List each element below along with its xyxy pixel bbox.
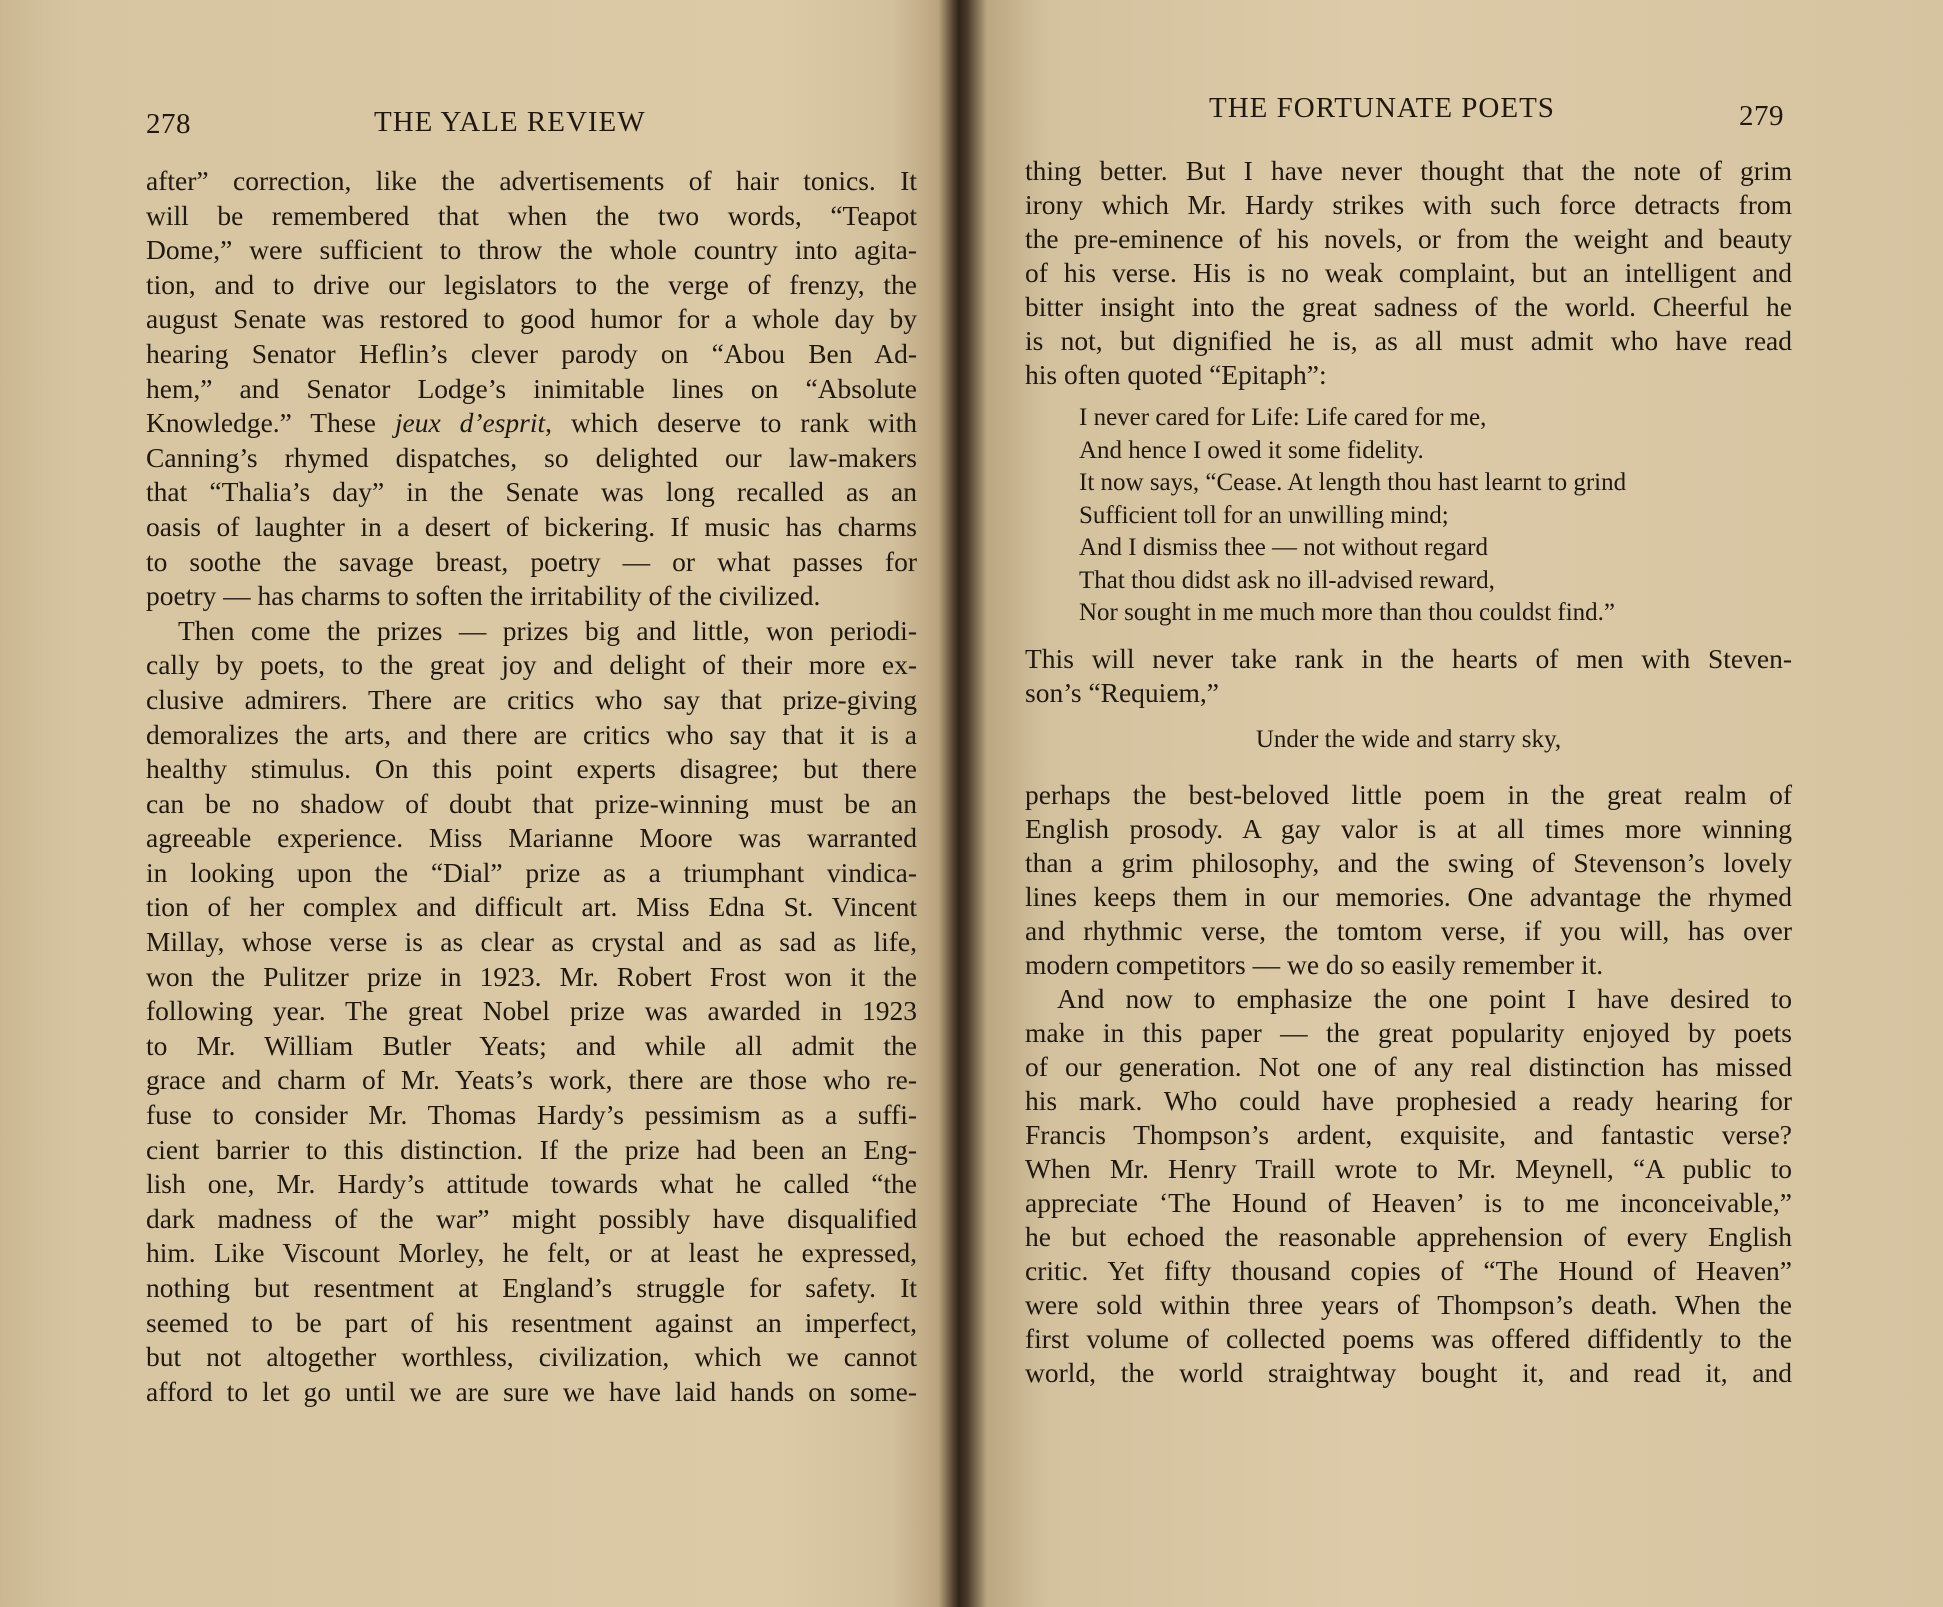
text-line: first volume of collected poems was offered diffidently to the	[1025, 1322, 1792, 1354]
text-line: lines keeps them in our memories. One advantage the rhymed	[1025, 880, 1792, 912]
text-line: tion, and to drive our legislators to the verge of frenzy, the	[146, 268, 917, 300]
text-segment: Knowledge.” These	[146, 407, 395, 439]
text-line: son’s “Requiem,”	[1025, 676, 1219, 708]
text-line: When Mr. Henry Traill wrote to Mr. Meynell, “A public to	[1025, 1152, 1792, 1184]
text-line: Millay, whose verse is as clear as crystal and as sad as life,	[146, 926, 917, 958]
text-line: but not altogether worthless, civilization, which we cannot	[146, 1341, 917, 1373]
verse-line: Sufficient toll for an unwilling mind;	[1079, 501, 1449, 529]
text-line: will be remembered that when the two words, “Teapot	[146, 199, 917, 231]
verse-line: And I dismiss thee — not without regard	[1079, 534, 1488, 561]
left-page-number: 278	[146, 108, 191, 140]
left-running-title: THE YALE REVIEW	[374, 106, 646, 138]
verse-line: It now says, “Cease. At length thou hast learnt to grind	[1079, 469, 1627, 496]
text-line: to soothe the savage breast, poetry — or what passes for	[146, 545, 917, 577]
text-line: were sold within three years of Thompson’s death. When the	[1025, 1288, 1792, 1320]
text-line: make in this paper — the great popularity enjoyed by poets	[1025, 1016, 1792, 1048]
verse-line: That thou didst ask no ill-advised reward,	[1079, 566, 1495, 594]
text-line: to Mr. William Butler Yeats; and while all admit the	[146, 1029, 917, 1061]
text-line: healthy stimulus. On this point experts disagree; but there	[146, 753, 917, 785]
right-running-head	[1025, 92, 1792, 136]
text-line: hem,” and Senator Lodge’s inimitable lines on “Absolute	[146, 372, 917, 404]
verse-line: And hence I owed it some fidelity.	[1079, 436, 1424, 464]
text-line: grace and charm of Mr. Yeats’s work, there are those who re-	[146, 1064, 917, 1096]
text-line: won the Pulitzer prize in 1923. Mr. Robert Frost won it the	[146, 960, 917, 992]
left-body-text	[146, 164, 917, 1409]
text-line: nothing but resentment at England’s struggle for safety. It	[146, 1272, 917, 1303]
epitaph-poem	[1079, 402, 1792, 630]
text-line: that “Thalia’s day” in the Senate was long recalled as an	[146, 476, 917, 508]
left-page	[146, 100, 917, 1409]
text-line: he but echoed the reasonable apprehension of every English	[1025, 1220, 1792, 1252]
verse-line: I never cared for Life: Life cared for me,	[1079, 404, 1487, 431]
text-line: English prosody. A gay valor is at all times more winning	[1025, 812, 1792, 844]
right-page	[1025, 92, 1792, 1390]
text-line-with-italic	[146, 406, 917, 441]
text-line: can be no shadow of doubt that prize-winning must be an	[146, 787, 917, 819]
text-line: agreeable experience. Miss Marianne Moore was warranted	[146, 822, 917, 854]
text-line: in looking upon the “Dial” prize as a triumphant vindica-	[146, 856, 917, 888]
text-line: tion of her complex and difficult art. Miss Edna St. Vincent	[146, 891, 917, 923]
text-line: his mark. Who could have prophesied a ready hearing for	[1025, 1084, 1792, 1116]
text-line: cient barrier to this distinction. If the prize had been an Eng-	[146, 1133, 917, 1165]
text-line: Dome,” were sufficient to throw the whole country into agita-	[146, 234, 917, 266]
text-line: dark madness of the war” might possibly have disqualified	[146, 1202, 917, 1234]
paragraph-first-line: And now to emphasize the one point I have desired to	[1057, 982, 1792, 1014]
text-line: afford to let go until we are sure we have laid hands on some-	[146, 1375, 917, 1407]
text-line: him. Like Viscount Morley, he felt, or at least he expressed,	[146, 1237, 917, 1269]
text-line: cally by poets, to the great joy and delight of their more ex-	[146, 649, 917, 681]
right-running-title: THE FORTUNATE POETS	[1209, 92, 1555, 124]
text-line: of our generation. Not one of any real distinction has missed	[1025, 1050, 1792, 1082]
text-line: of his verse. His is no weak complaint, but an intelligent and	[1025, 257, 1792, 288]
text-line: Canning’s rhymed dispatches, so delighted our law-makers	[146, 441, 917, 473]
text-line: irony which Mr. Hardy strikes with such force detracts from	[1025, 189, 1792, 220]
text-line: Francis Thompson’s ardent, exquisite, and fantastic verse?	[1025, 1118, 1792, 1150]
left-running-head	[146, 100, 917, 144]
right-body-text	[1025, 154, 1792, 1390]
right-page-number: 279	[1739, 100, 1784, 132]
text-line: august Senate was restored to good humor for a whole day by	[146, 303, 917, 335]
text-line: the pre-eminence of his novels, or from the weight and beauty	[1025, 223, 1792, 254]
paragraph-first-line: Then come the prizes — prizes big and little, won periodi-	[178, 614, 917, 646]
text-line: modern competitors — we do so easily remember it.	[1025, 948, 1604, 980]
italic-phrase: jeux d’esprit	[394, 407, 546, 439]
text-line: oasis of laughter in a desert of bickering. If music has charms	[146, 510, 917, 542]
text-line: seemed to be part of his resentment against an imperfect,	[146, 1306, 917, 1338]
text-line: perhaps the best-beloved little poem in the great realm of	[1025, 778, 1792, 810]
text-line: after” correction, like the advertisements of hair tonics. It	[146, 165, 917, 196]
text-line: clusive admirers. There are critics who say that prize-giving	[146, 683, 917, 715]
text-line: his often quoted “Epitaph”:	[1025, 359, 1327, 390]
text-line: thing better. But I have never thought that the note of grim	[1025, 155, 1792, 186]
text-line: is not, but dignified he is, as all must admit who have read	[1025, 325, 1792, 356]
text-segment: , which deserve to rank with	[545, 407, 917, 439]
text-line: following year. The great Nobel prize was awarded in 1923	[146, 995, 917, 1027]
requiem-quote: Under the wide and starry sky,	[1255, 725, 1562, 753]
text-line: This will never take rank in the hearts of men with Steven-	[1025, 642, 1792, 674]
text-line: fuse to consider Mr. Thomas Hardy’s pessimism as a suffi-	[146, 1099, 917, 1131]
text-line: bitter insight into the great sadness of the world. Cheerful he	[1025, 291, 1792, 322]
text-line: lish one, Mr. Hardy’s attitude towards what he called “the	[146, 1168, 917, 1200]
text-line: critic. Yet fifty thousand copies of “The Hound of Heaven”	[1025, 1254, 1792, 1286]
text-line: world, the world straightway bought it, and read it, and	[1025, 1356, 1792, 1388]
text-line: and rhythmic verse, the tomtom verse, if you will, has over	[1025, 914, 1792, 946]
text-line: poetry — has charms to soften the irritability of the civilized.	[146, 580, 821, 612]
verse-line: Nor sought in me much more than thou couldst find.”	[1079, 599, 1616, 626]
text-line: than a grim philosophy, and the swing of Stevenson’s lovely	[1025, 846, 1792, 878]
text-line: hearing Senator Heflin’s clever parody on “Abou Ben Ad-	[146, 337, 917, 369]
text-line: appreciate ‘The Hound of Heaven’ is to me inconceivable,”	[1025, 1186, 1792, 1218]
text-line: demoralizes the arts, and there are critics who say that it is a	[146, 718, 917, 750]
